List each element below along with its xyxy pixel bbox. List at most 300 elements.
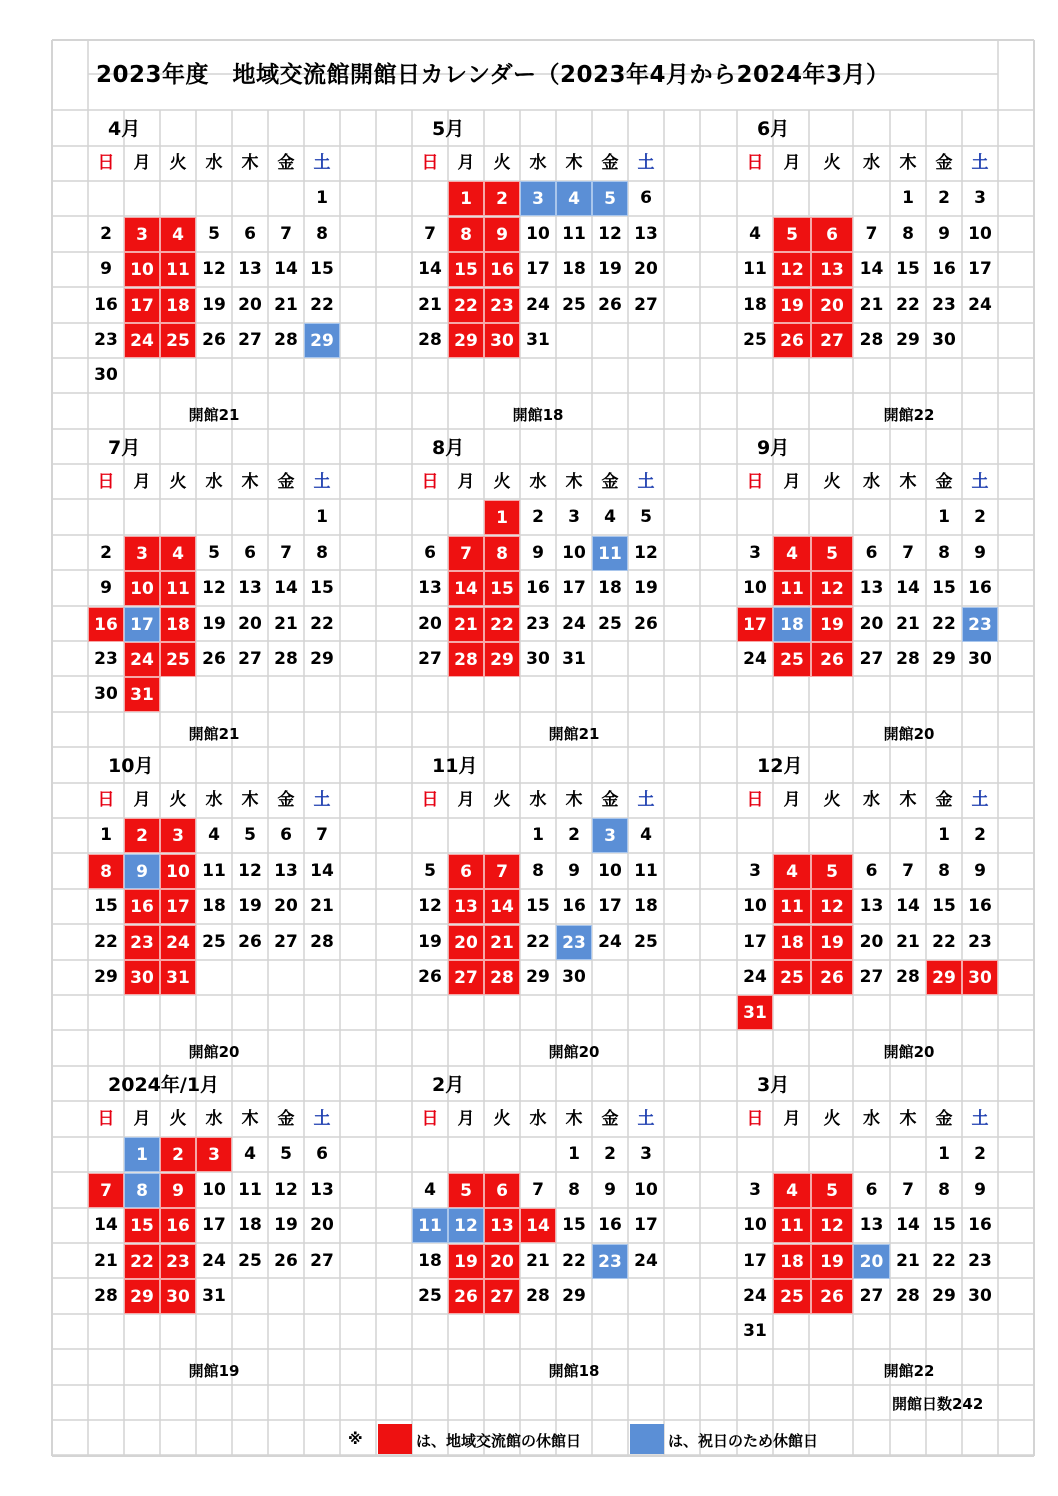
weekday-header: 金 [935,153,953,173]
calendar-day: 4 [773,854,811,889]
calendar-day: 3 [124,217,160,252]
calendar-day: 26 [418,967,442,987]
calendar-day: 4 [556,181,592,216]
calendar-day: 7 [280,224,292,244]
calendar-day: 25 [160,642,196,677]
calendar-day: 2 [974,507,986,527]
calendar-day: 22 [94,932,118,952]
calendar-day: 11 [562,224,586,244]
calendar-day: 23 [484,288,520,323]
calendar-day: 13 [859,1215,884,1235]
weekday-header: 月 [457,472,475,492]
weekday-header: 木 [565,472,583,492]
calendar-day: 4 [773,1173,811,1208]
month-open-count: 開館22 [883,406,935,424]
calendar-day: 5 [280,1144,292,1164]
calendar-day: 16 [932,259,956,279]
weekday-header: 水 [529,790,547,810]
calendar-day: 20 [859,932,884,952]
weekday-header: 火 [493,153,511,173]
calendar-day: 26 [811,1279,853,1314]
calendar-day: 11 [634,861,658,881]
weekday-header: 水 [205,1109,223,1129]
calendar-day: 30 [124,960,160,995]
calendar-day: 23 [932,295,956,315]
calendar-day: 9 [568,861,580,881]
calendar-day: 27 [859,649,884,669]
weekday-header: 水 [529,472,547,492]
weekday-header: 日 [746,790,764,810]
calendar-day: 10 [743,896,767,916]
calendar-day: 2 [484,181,520,216]
calendar-day: 14 [484,889,520,924]
calendar-day: 24 [634,1251,658,1271]
calendar-day: 3 [592,818,628,853]
calendar-day: 6 [280,825,292,845]
calendar-day: 23 [556,925,592,960]
calendar-day: 25 [598,614,622,634]
weekday-header: 水 [205,472,223,492]
calendar-day: 16 [484,252,520,287]
calendar-day: 3 [124,536,160,571]
weekday-header: 土 [971,153,989,173]
calendar-day: 20 [853,1244,890,1279]
calendar-day: 19 [418,932,442,952]
calendar-day: 10 [743,578,767,598]
calendar-day: 7 [316,825,328,845]
calendar-day: 28 [859,330,884,350]
calendar-day: 28 [484,960,520,995]
calendar-day: 11 [773,1208,811,1243]
calendar-day: 14 [310,861,334,881]
calendar-day: 8 [124,1173,160,1208]
calendar-day: 29 [448,323,484,358]
calendar-day: 17 [124,607,160,642]
calendar-day: 1 [316,507,328,527]
calendar-day: 27 [448,960,484,995]
calendar-day: 25 [773,642,811,677]
weekday-header: 木 [899,790,917,810]
calendar-day: 12 [773,252,811,287]
calendar-day: 29 [562,1286,586,1306]
calendar-day: 29 [304,323,340,358]
month-label: 11月 [432,755,478,777]
calendar-day: 27 [310,1251,334,1271]
calendar-day: 18 [634,896,658,916]
month-open-count: 開館21 [548,725,600,743]
calendar-day: 17 [526,259,550,279]
calendar-day: 16 [562,896,586,916]
calendar-day: 15 [94,896,118,916]
calendar-day: 28 [896,967,920,987]
weekday-header: 水 [529,153,547,173]
calendar-day: 31 [737,995,773,1030]
month-open-count: 開館21 [188,725,240,743]
calendar-day: 4 [244,1144,256,1164]
calendar-day: 5 [448,1173,484,1208]
calendar-day: 15 [932,896,956,916]
calendar-day: 17 [202,1215,226,1235]
calendar-day: 5 [244,825,256,845]
weekday-header: 水 [863,153,880,173]
calendar-day: 21 [418,295,442,315]
month-open-count: 開館20 [548,1043,600,1061]
calendar-day: 1 [124,1137,160,1172]
calendar-day: 23 [968,932,992,952]
calendar-day: 7 [484,854,520,889]
calendar-day: 27 [418,649,442,669]
weekday-header: 月 [783,472,801,492]
calendar-day: 31 [562,649,586,669]
page-title: 2023年度 地域交流館開館日カレンダー（2023年4月から2024年3月） [96,62,890,88]
calendar-day: 4 [749,224,761,244]
calendar-day: 6 [244,543,256,563]
calendar-day: 5 [811,1173,853,1208]
calendar-day: 9 [974,861,986,881]
calendar-day: 21 [274,295,298,315]
calendar-day: 1 [532,825,544,845]
calendar-day: 16 [160,1208,196,1243]
calendar-day: 26 [448,1279,484,1314]
calendar-day: 8 [532,861,544,881]
calendar-day: 19 [448,1244,484,1279]
calendar-day: 10 [160,854,196,889]
calendar-day: 22 [562,1251,586,1271]
calendar-day: 20 [484,1244,520,1279]
month-open-count: 開館20 [188,1043,240,1061]
weekday-header: 水 [529,1109,547,1129]
calendar-day: 14 [896,896,920,916]
calendar-day: 6 [484,1173,520,1208]
month-label: 2月 [432,1074,465,1096]
weekday-header: 金 [601,153,619,173]
legend-closed-text: は、地域交流館の休館日 [416,1432,582,1450]
calendar-day: 12 [418,896,442,916]
calendar-day: 9 [938,224,950,244]
calendar-day: 1 [568,1144,580,1164]
calendar-day: 26 [634,614,658,634]
calendar-day: 18 [202,896,226,916]
calendar-day: 17 [634,1215,658,1235]
calendar-day: 21 [896,1251,920,1271]
weekday-header: 金 [601,790,619,810]
calendar-day: 21 [859,295,884,315]
weekday-header: 土 [637,790,655,810]
calendar-day: 15 [310,259,334,279]
calendar-day: 23 [94,330,118,350]
calendar-day: 24 [598,932,622,952]
calendar-day: 23 [526,614,550,634]
calendar-day: 1 [938,1144,950,1164]
calendar-day: 5 [424,861,436,881]
calendar-day: 8 [938,1180,950,1200]
calendar-day: 10 [526,224,550,244]
weekday-header: 日 [421,472,439,492]
calendar-day: 30 [94,684,118,704]
calendar-day: 21 [526,1251,550,1271]
calendar-day: 27 [274,932,298,952]
calendar-day: 4 [208,825,220,845]
calendar-day: 25 [743,330,767,350]
calendar-day: 3 [520,181,556,216]
calendar-day: 13 [859,578,884,598]
calendar-day: 25 [634,932,658,952]
weekday-header: 月 [783,1109,801,1129]
calendar-day: 22 [124,1244,160,1279]
calendar-day: 7 [865,224,878,244]
calendar-day: 6 [316,1144,328,1164]
calendar-day: 5 [640,507,652,527]
weekday-header: 金 [277,472,295,492]
calendar-day: 20 [448,925,484,960]
calendar-day: 2 [100,224,112,244]
calendar-day: 8 [938,543,950,563]
calendar-day: 28 [448,642,484,677]
calendar-day: 13 [859,896,884,916]
calendar-day: 13 [448,889,484,924]
calendar-day: 31 [160,960,196,995]
calendar-day: 19 [811,925,853,960]
calendar-day: 20 [238,614,262,634]
calendar-day: 15 [448,252,484,287]
calendar-day: 3 [749,861,761,881]
calendar-day: 26 [202,649,226,669]
calendar-day: 14 [896,578,920,598]
calendar-day: 3 [568,507,580,527]
calendar-day: 30 [932,330,956,350]
calendar-day: 23 [124,925,160,960]
month-label: 7月 [108,437,141,459]
weekday-header: 月 [783,790,801,810]
calendar-day: 30 [160,1279,196,1314]
calendar-day: 16 [968,578,992,598]
calendar-day: 31 [124,677,160,712]
calendar-day: 8 [88,854,124,889]
calendar-day: 19 [202,614,226,634]
calendar-day: 22 [484,607,520,642]
calendar-day: 27 [859,967,884,987]
weekday-header: 木 [241,1109,259,1129]
legend-closed-swatch [378,1424,412,1454]
weekday-header: 木 [565,1109,583,1129]
calendar-day: 6 [865,861,878,881]
weekday-header: 土 [313,1109,331,1129]
calendar-day: 26 [238,932,262,952]
calendar-day: 4 [424,1180,436,1200]
weekday-header: 火 [169,472,187,492]
calendar-day: 29 [932,649,956,669]
calendar-day: 29 [94,967,118,987]
calendar-day: 7 [280,543,292,563]
calendar-day: 25 [202,932,226,952]
calendar-day: 12 [202,259,226,279]
month-label: 3月 [757,1074,790,1096]
month-open-count: 開館18 [548,1362,600,1380]
weekday-header: 金 [277,1109,295,1129]
calendar-day: 24 [743,1286,767,1306]
calendar-day: 13 [274,861,298,881]
weekday-header: 土 [313,472,331,492]
calendar-day: 2 [568,825,580,845]
weekday-header: 火 [493,790,511,810]
calendar-day: 17 [743,932,767,952]
calendar-day: 10 [124,252,160,287]
calendar-day: 12 [238,861,262,881]
month-label: 9月 [757,437,790,459]
weekday-header: 水 [863,790,880,810]
calendar-day: 26 [202,330,226,350]
weekday-header: 火 [823,472,841,492]
month-open-count: 開館22 [883,1362,935,1380]
calendar-day: 9 [100,578,112,598]
calendar-day: 26 [811,642,853,677]
calendar-day: 1 [316,188,328,208]
calendar-day: 12 [274,1180,298,1200]
calendar-day: 9 [100,259,112,279]
calendar-day: 12 [202,578,226,598]
month-open-count: 開館18 [512,406,564,424]
calendar-day: 20 [634,259,658,279]
calendar-day: 4 [604,507,616,527]
calendar-day: 20 [238,295,262,315]
weekday-header: 日 [97,472,115,492]
calendar-day: 29 [310,649,334,669]
calendar-day: 29 [926,960,962,995]
weekday-header: 木 [899,1109,917,1129]
calendar-day: 23 [160,1244,196,1279]
calendar-day: 4 [160,217,196,252]
calendar-day: 11 [160,252,196,287]
weekday-header: 土 [971,1109,989,1129]
month-open-count: 開館20 [883,1043,935,1061]
calendar-day: 21 [896,614,920,634]
calendar-day: 16 [968,1215,992,1235]
calendar-day: 20 [418,614,442,634]
calendar-day: 11 [202,861,226,881]
calendar-day: 31 [526,330,550,350]
weekday-header: 木 [241,790,259,810]
month-label: 5月 [432,118,465,140]
calendar-day: 6 [865,543,878,563]
calendar-day: 16 [968,896,992,916]
calendar-day: 29 [526,967,550,987]
calendar-day: 11 [160,571,196,606]
calendar-day: 13 [811,252,853,287]
weekday-header: 日 [421,1109,439,1129]
calendar-day: 10 [598,861,622,881]
calendar-day: 22 [932,932,956,952]
weekday-header: 木 [565,153,583,173]
calendar-day: 2 [974,825,986,845]
calendar-day: 18 [160,288,196,323]
calendar-day: 2 [938,188,950,208]
weekday-header: 月 [133,790,151,810]
weekday-header: 水 [205,790,223,810]
calendar-day: 7 [532,1180,544,1200]
calendar-day: 8 [568,1180,580,1200]
weekday-header: 月 [457,1109,475,1129]
calendar-day: 4 [160,536,196,571]
calendar-day: 15 [932,1215,956,1235]
calendar-day: 15 [932,578,956,598]
calendar-day: 10 [634,1180,658,1200]
calendar-day: 17 [743,1251,767,1271]
weekday-header: 日 [421,153,439,173]
calendar-day: 14 [859,259,884,279]
calendar-day: 7 [902,543,914,563]
calendar-day: 3 [196,1137,232,1172]
calendar-day: 18 [562,259,586,279]
calendar-day: 16 [526,578,550,598]
calendar-day: 10 [562,543,586,563]
calendar-day: 1 [100,825,112,845]
calendar-day: 14 [418,259,442,279]
calendar-day: 6 [865,1180,878,1200]
calendar-day: 28 [274,649,298,669]
calendar-day: 11 [412,1208,448,1243]
weekday-header: 日 [97,153,115,173]
weekday-header: 土 [313,790,331,810]
calendar-day: 19 [274,1215,298,1235]
calendar-day: 28 [94,1286,118,1306]
calendar-day: 25 [773,1279,811,1314]
calendar-day: 2 [100,543,112,563]
weekday-header: 金 [935,472,953,492]
calendar-day: 28 [274,330,298,350]
calendar-day: 5 [811,536,853,571]
calendar-day: 6 [811,217,853,252]
weekday-header: 金 [277,153,295,173]
calendar-day: 27 [238,649,262,669]
calendar-day: 19 [634,578,658,598]
calendar-day: 9 [532,543,544,563]
calendar-day: 22 [932,1251,956,1271]
calendar-day: 3 [974,188,986,208]
month-label: 4月 [108,118,141,140]
calendar-day: 13 [238,259,262,279]
calendar-day: 26 [811,960,853,995]
calendar-day: 8 [902,224,914,244]
calendar-day: 14 [274,259,298,279]
calendar-day: 5 [811,854,853,889]
calendar-day: 12 [811,571,853,606]
calendar-day: 24 [124,642,160,677]
calendar-day: 12 [811,889,853,924]
weekday-header: 日 [421,790,439,810]
calendar-day: 5 [773,217,811,252]
calendar-day: 20 [274,896,298,916]
calendar-day: 5 [592,181,628,216]
month-label: 2024年/1月 [108,1074,220,1096]
calendar-day: 18 [743,295,767,315]
calendar-day: 11 [743,259,767,279]
calendar-day: 16 [88,607,124,642]
calendar-day: 21 [896,932,920,952]
weekday-header: 木 [899,472,917,492]
calendar-day: 30 [94,365,118,385]
calendar-day: 23 [968,1251,992,1271]
calendar-day: 30 [962,960,998,995]
legend-holiday-text: は、祝日のため休館日 [668,1432,819,1450]
month-open-count: 開館19 [188,1362,240,1380]
calendar-day: 10 [124,571,160,606]
total-open-days: 開館日数242 [892,1395,984,1413]
calendar-day: 30 [562,967,586,987]
calendar-day: 13 [238,578,262,598]
weekday-header: 水 [205,153,223,173]
calendar-day: 3 [640,1144,652,1164]
calendar-day: 28 [896,649,920,669]
